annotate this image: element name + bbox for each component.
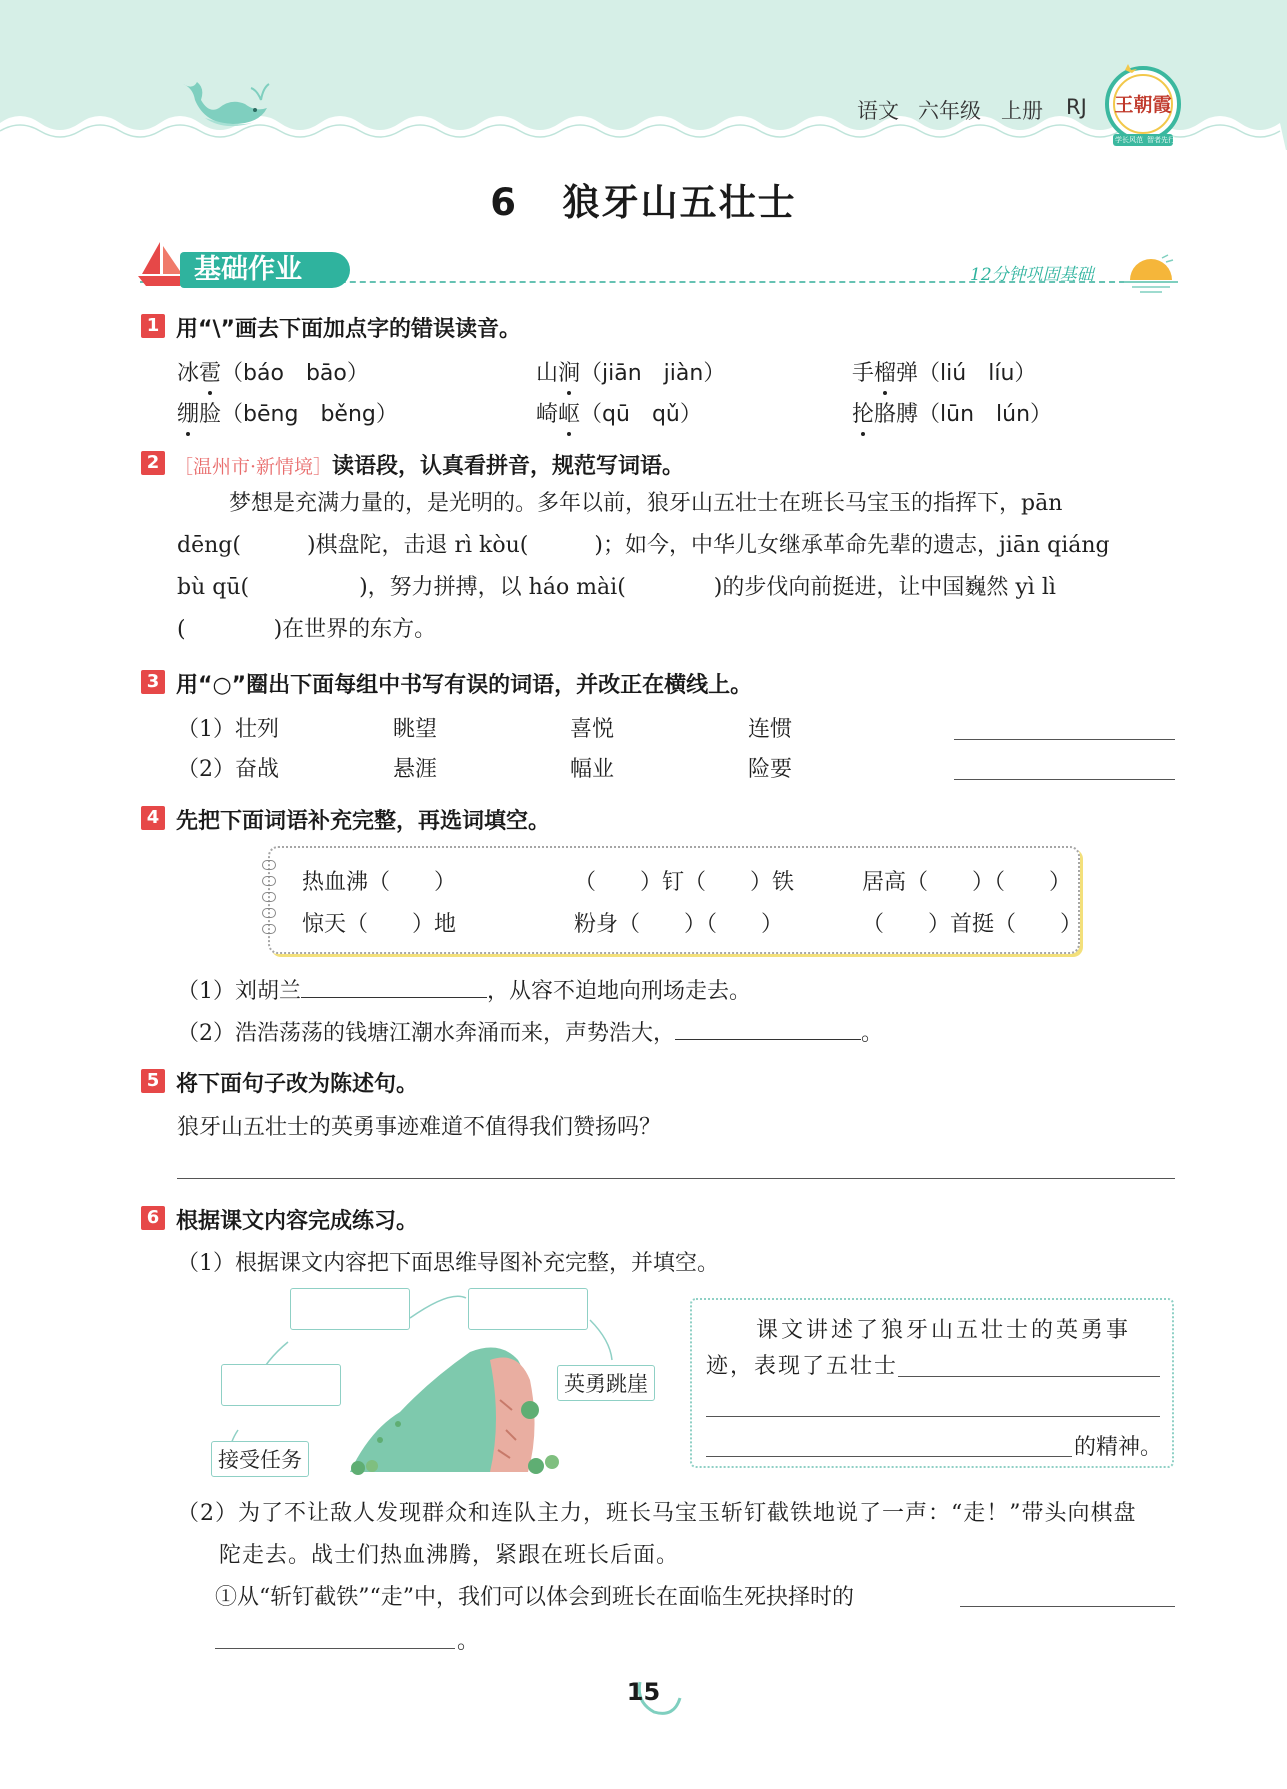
brand-motto-left: 学长风范 bbox=[1115, 136, 1143, 144]
question-2-source: ［温州市·新情境］ bbox=[174, 456, 333, 478]
sunset-icon bbox=[1122, 254, 1180, 294]
q2-line-1: 梦想是充满力量的，是光明的。多年以前，狼牙山五壮士在班长马宝玉的指挥下，pān bbox=[229, 491, 1063, 516]
spiral-ring bbox=[262, 892, 276, 902]
summary-blank-2[interactable] bbox=[706, 1416, 1160, 1417]
question-2-title: ［温州市·新情境］读语段，认真看拼音，规范写词语。 bbox=[174, 454, 685, 479]
summary-line-1: 课文讲述了狼牙山五壮士的英勇事 bbox=[756, 1318, 1132, 1343]
page-number: 15 bbox=[626, 1678, 661, 1706]
mindmap-blank-1[interactable] bbox=[221, 1364, 341, 1406]
spiral-ring bbox=[262, 876, 276, 886]
q4-fill-1: （1）刘胡兰 ，从容不迫地向刑场走去。 bbox=[177, 974, 751, 1005]
q2-line-4: ( )在世界的东方。 bbox=[177, 617, 437, 642]
q1-item-1: 冰雹（báo bāo） bbox=[177, 356, 369, 387]
idiom-6: （ ）首挺（ ） bbox=[862, 912, 1083, 937]
spiral-ring bbox=[262, 908, 276, 918]
question-number-6: 6 bbox=[141, 1206, 165, 1230]
brand-motto-right: 智者先行 bbox=[1147, 136, 1175, 144]
brand-name: 王朝霞 bbox=[1114, 94, 1172, 116]
whale-icon bbox=[175, 78, 275, 136]
section-time-note: 12分钟巩固基础 bbox=[970, 265, 1094, 285]
q1-item-3: 手榴弹（liú líu） bbox=[852, 356, 1036, 387]
q3-row2-word2: 悬涯 bbox=[393, 757, 438, 782]
q3-row1-word2: 眺望 bbox=[393, 717, 438, 742]
q3-row1-word4: 连惯 bbox=[748, 717, 793, 742]
question-number-1: 1 bbox=[141, 314, 165, 338]
section-label: 基础作业 bbox=[180, 252, 350, 288]
q1-item-2: 山涧（jiān jiàn） bbox=[536, 356, 725, 387]
q3-row2-word1: （2）奋战 bbox=[177, 757, 279, 782]
summary-blank-1[interactable] bbox=[898, 1376, 1160, 1377]
idiom-5: 粉身（ ）（ ） bbox=[574, 912, 784, 937]
question-6-title: 根据课文内容完成练习。 bbox=[176, 1209, 419, 1234]
q6-sub-2-line-2: 陀走去。战士们热血沸腾，紧跟在班长后面。 bbox=[219, 1543, 680, 1568]
q1-item-5: 崎岖（qū qǔ） bbox=[536, 397, 702, 428]
q3-answer-line-2[interactable] bbox=[954, 779, 1175, 780]
idiom-1: 热血沸（ ） bbox=[302, 870, 457, 895]
header-edition: RJ bbox=[1066, 95, 1087, 119]
q3-row2-word3: 幅业 bbox=[570, 757, 615, 782]
q5-answer-line[interactable] bbox=[177, 1178, 1175, 1179]
header-grade: 六年级 bbox=[918, 99, 981, 123]
q3-row1-word1: （1）壮列 bbox=[177, 717, 279, 742]
mindmap-blank-3[interactable] bbox=[468, 1288, 588, 1330]
spiral-ring bbox=[262, 860, 276, 870]
q3-answer-line-1[interactable] bbox=[954, 739, 1175, 740]
header-subject: 语文 bbox=[857, 99, 899, 123]
header-volume: 上册 bbox=[1001, 99, 1043, 123]
q3-row2-word4: 险要 bbox=[748, 757, 793, 782]
mountain-illustration bbox=[340, 1340, 590, 1476]
question-1-title: 用“\”画去下面加点字的错误读音。 bbox=[176, 317, 521, 342]
q6-sub-2-line-1: （2）为了不让敌人发现群众和连队主力，班长马宝玉斩钉截铁地说了一声：“走！”带头向棋盘 bbox=[177, 1501, 1137, 1526]
q4-fill-2-blank[interactable] bbox=[675, 1018, 861, 1040]
question-number-4: 4 bbox=[141, 806, 165, 830]
idiom-3: 居高（ ）（ ） bbox=[862, 870, 1072, 895]
q1-item-4: 绷脸（bēng běng） bbox=[177, 397, 398, 428]
q6-sub-2-question-1: ①从“斩钉截铁”“走”中，我们可以体会到班长在面临生死抉择时的 bbox=[215, 1585, 854, 1610]
spiral-ring bbox=[262, 924, 276, 934]
idiom-2: （ ）钉（ ）铁 bbox=[574, 870, 795, 895]
q6-sub-2-end: 。 bbox=[457, 1629, 480, 1654]
summary-line-2: 迹，表现了五壮士 bbox=[706, 1354, 899, 1379]
question-5-title: 将下面句子改为陈述句。 bbox=[176, 1072, 419, 1097]
page-title: 6 狼牙山五壮士 bbox=[490, 181, 797, 224]
q4-fill-2: （2）浩浩荡荡的钱塘江潮水奔涌而来，声势浩大， 。 bbox=[177, 1016, 883, 1047]
brand-logo bbox=[1103, 60, 1183, 150]
q6-sub-2-blank-2[interactable] bbox=[215, 1648, 455, 1649]
q2-line-3: bù qū( )，努力拼搏，以 háo mài( )的步伐向前挺进，让中国巍然 yì lì bbox=[177, 575, 1056, 600]
question-4-title: 先把下面词语补充完整，再选词填空。 bbox=[176, 809, 551, 834]
question-number-3: 3 bbox=[141, 670, 165, 694]
question-number-5: 5 bbox=[141, 1069, 165, 1093]
mindmap-end: 英勇跳崖 bbox=[557, 1365, 655, 1401]
mindmap-start: 接受任务 bbox=[211, 1441, 309, 1477]
idiom-4: 惊天（ ）地 bbox=[302, 912, 457, 937]
q6-sub-2-blank-1[interactable] bbox=[960, 1606, 1175, 1607]
question-3-title: 用“○”圈出下面每组中书写有误的词语，并改正在横线上。 bbox=[176, 673, 753, 698]
mindmap-blank-2[interactable] bbox=[290, 1288, 410, 1330]
q1-item-6: 抡胳膊（lūn lún） bbox=[852, 397, 1052, 428]
summary-blank-3[interactable] bbox=[706, 1456, 1072, 1457]
q6-sub-1: （1）根据课文内容把下面思维导图补充完整，并填空。 bbox=[177, 1251, 719, 1276]
q5-sentence: 狼牙山五壮士的英勇事迹难道不值得我们赞扬吗？ bbox=[177, 1115, 662, 1140]
q4-fill-1-blank[interactable] bbox=[301, 976, 487, 998]
q2-line-2: dēng( )棋盘陀，击退 rì kòu( )；如今，中华儿女继承革命先辈的遗志，jiān qiáng bbox=[177, 533, 1110, 558]
question-number-2: 2 bbox=[141, 451, 165, 475]
q3-row1-word3: 喜悦 bbox=[570, 717, 615, 742]
summary-line-3: 的精神。 bbox=[1074, 1435, 1163, 1460]
